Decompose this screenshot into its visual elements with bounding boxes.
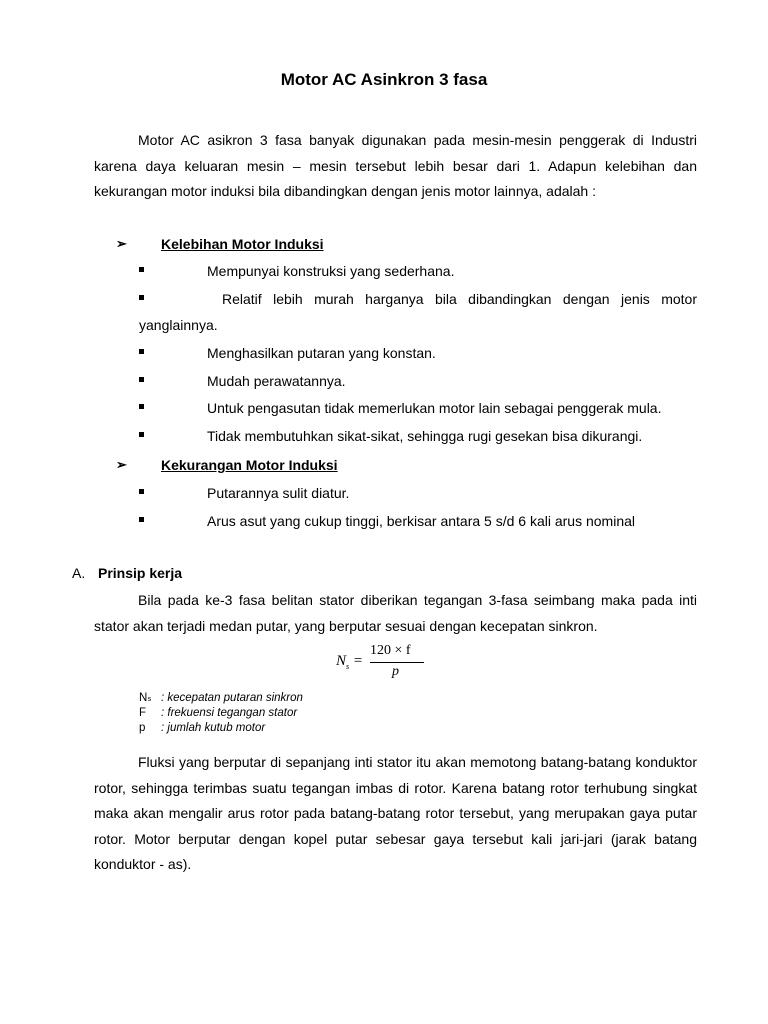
square-bullet-icon <box>139 432 144 437</box>
fraction-bar <box>370 662 424 663</box>
flux-paragraph: Fluksi yang berputar di sepanjang inti stator itu akan memotong batang-batang konduktor rotor, sehingga terimbas suatu tegangan imbas di rotor. Karena batang rotor terhubung singkat maka akan mengalir arus rotor pada batang-batang rotor tersebut, yang merupakan gaya putar rotor. Motor berputar dengan kopel putar sebesar gaya tersebut kali jari-jari (jarak batang konduktor - as). <box>94 754 697 872</box>
square-bullet-icon <box>139 377 144 382</box>
document-page: Motor AC Asinkron 3 fasa Motor AC asikron 3 fasa banyak digunakan pada mesin-mesin penggerak di Industri karena daya keluaran mesin – mesin tersebut lebih besar dari 1. Adapun kelebihan dan kekurangan motor induksi bila dibandingkan dengan jenis motor lainnya, adalah : ➢ Kelebihan Motor Induksi Mempunyai konstruksi yang sederhana. Relatif lebih murah harganya bila dibandingkan dengan jenis motor yanglainnya. Menghasilkan putaran yang konstan. Mudah perawatannya. Untuk pengasutan tidak memerlukan motor lain sebagai penggerak mula. Tidak membutuhkan sikat-sikat, sehingga rugi gesekan bisa dikurangi. ➢ Kekurangan Motor Induksi Putarannya sulit diatur. Arus asut yang cukup tinggi, berkisar antara 5 s/d 6 kali arus nominal A. Prinsip kerja Bila pada ke-3 fasa belitan stator diberikan tegangan 3-fasa seimbang maka pada inti stator akan terjadi medan putar, yang berputar sesuai dengan kecepatan sinkron. $N_s$ = 120 × f p Nₛ : kecepatan putaran sinkron F : frekuensi tegangan stator p : jumlah kutub motor Fluksi yang berputar di sepanjang inti stator itu akan memotong batang-batang konduktor rotor, sehingga terimbas suatu tegangan imbas di rotor. Karena batang rotor terhubung singkat maka akan mengalir arus rotor pada batang-batang rotor tersebut, yang merupakan gaya putar rotor. Motor berputar dengan kopel putar sebesar gaya tersebut kali jari-jari (jarak batang konduktor - as). <box>0 0 768 1024</box>
square-bullet-icon <box>139 404 144 409</box>
square-bullet-icon <box>139 517 144 522</box>
page-title: Motor AC Asinkron 3 fasa <box>280 70 488 89</box>
arrow-bullet-icon: ➢ <box>116 236 127 251</box>
arrow-bullet-icon: ➢ <box>116 457 127 472</box>
square-bullet-icon <box>139 295 144 300</box>
list-item: Relatif lebih murah harganya bila dibandingkan dengan jenis motor yanglainnya. <box>139 291 697 333</box>
square-bullet-icon <box>139 489 144 494</box>
square-bullet-icon <box>139 267 144 272</box>
principle-paragraph: Bila pada ke-3 fasa belitan stator diberikan tegangan 3-fasa seimbang maka pada inti stator akan terjadi medan putar, yang berputar sesuai dengan kecepatan sinkron. <box>94 592 697 634</box>
intro-paragraph: Motor AC asikron 3 fasa banyak digunakan pada mesin-mesin penggerak di Industri karena daya keluaran mesin – mesin tersebut lebih besar dari 1. Adapun kelebihan dan kekurangan motor induksi bila dibandingkan dengan jenis motor lainnya, adalah : <box>94 132 697 199</box>
synchronous-speed-formula: $N_s$ = 120 × f p <box>336 643 436 683</box>
square-bullet-icon <box>139 349 144 354</box>
